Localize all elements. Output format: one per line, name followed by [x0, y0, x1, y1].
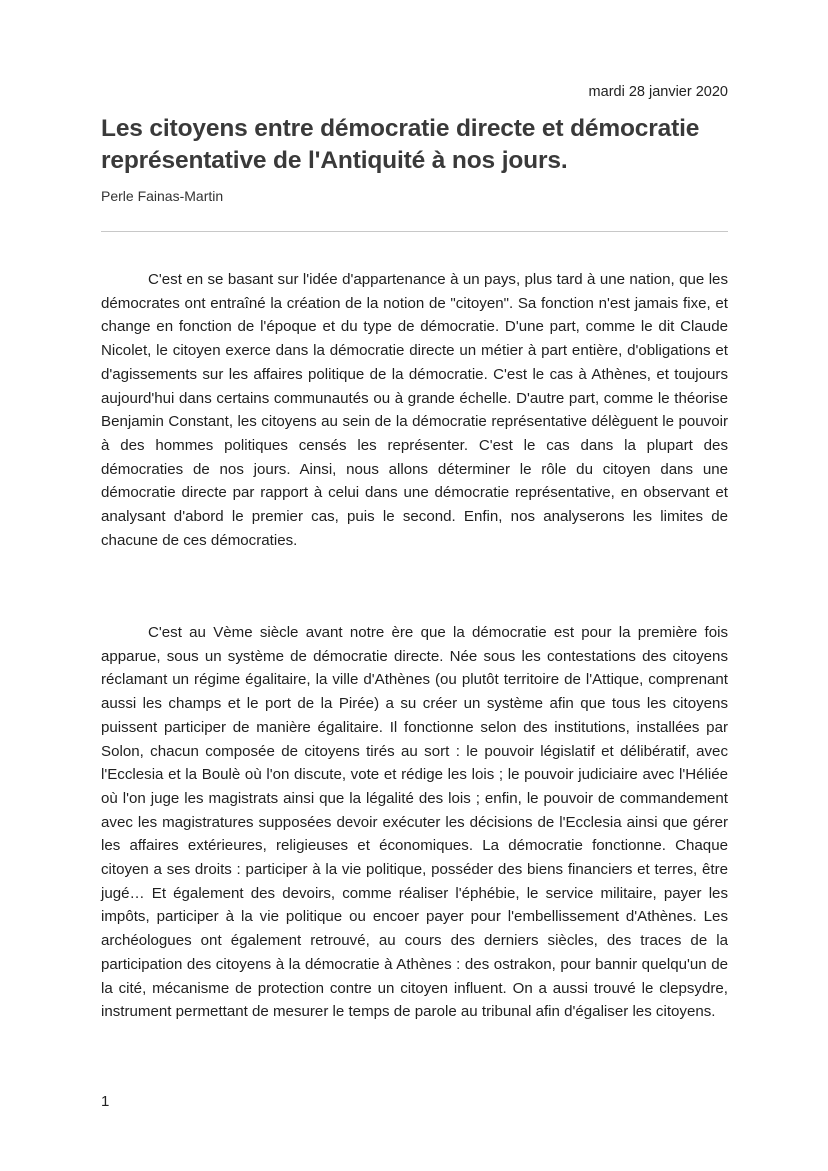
document-author: Perle Fainas-Martin: [101, 188, 224, 204]
page-number: 1: [101, 1093, 110, 1110]
document-date: mardi 28 janvier 2020: [588, 84, 728, 100]
body-paragraph-1: C'est en se basant sur l'idée d'appartenance à un pays, plus tard à une nation, que les démocrates ont entraîné la création de la notion de "citoyen". Sa fonction n'est jamais fixe, et change en fonction de l'époque et du type de démocratie. D'une part, comme le dit Claude Nicolet, le citoyen exerce dans la démocratie directe un métier à part entière, d'obligations et d'agissements sur les affaires politique de la démocratie. C'est le cas à Athènes, et toujours aujourd'hui dans certains communautés ou à grande échelle. D'autre part, comme le théorise Benjamin Constant, les citoyens au sein de la démocratie représentative délèguent le pouvoir à des hommes politiques censés les représenter. C'est le cas dans la plupart des démocraties de nos jours. Ainsi, nous allons déterminer le rôle du citoyen dans une démocratie directe par rapport à celui dans une démocratie représentative, en observant et analysant d'abord le premier cas, puis le second. Enfin, nos analyserons les limites de chacune de ces démocraties.: [101, 271, 728, 549]
header-divider: [101, 231, 728, 232]
body-paragraph-2: C'est au Vème siècle avant notre ère que la démocratie est pour la première fois apparue, sous un système de démocratie directe. Née sous les contestations des citoyens réclamant un régime égalitaire, la ville d'Athènes (ou plutôt territoire de l'Attique, comprenant aussi les champs et le port de la Pirée) a su créer un système afin que tous les citoyens puissent participer de manière égalitaire. Il fonctionne selon des institutions, installées par Solon, chacun composée de citoyens tirés au sort : le pouvoir législatif et délibératif, avec l'Ecclesia et la Boulè où l'on discute, vote et rédige les lois ; le pouvoir judiciaire avec l'Héliée où l'on juge les magistrats ainsi que la légalité des lois ; enfin, le pouvoir de commandement avec les magistratures supposées devoir exécuter les décisions de l'Ecclesia ainsi que gérer les affaires extérieures, religieuses et économiques. La démocratie fonctionne. Chaque citoyen a ses droits : participer à la vie politique, posséder des biens financiers et terres, être jugé… Et également des devoirs, comme réaliser l'éphébie, le service militaire, payer les impôts, participer à la vie politique ou encoer payer pour l'embellissement d'Athènes. Les archéologues ont également retrouvé, au cours des derniers siècles, des traces de la participation des citoyens à la démocratie à Athènes : des ostrakon, pour bannir quelqu'un de la cité, mécanisme de protection contre un citoyen influent. On a aussi trouvé le clepsydre, instrument permettant de mesurer le temps de parole au tribunal afin d'égaliser les citoyens.: [101, 624, 728, 1021]
document-title: Les citoyens entre démocratie directe et démocratie représentative de l'Antiquité à nos jours.: [101, 115, 700, 174]
